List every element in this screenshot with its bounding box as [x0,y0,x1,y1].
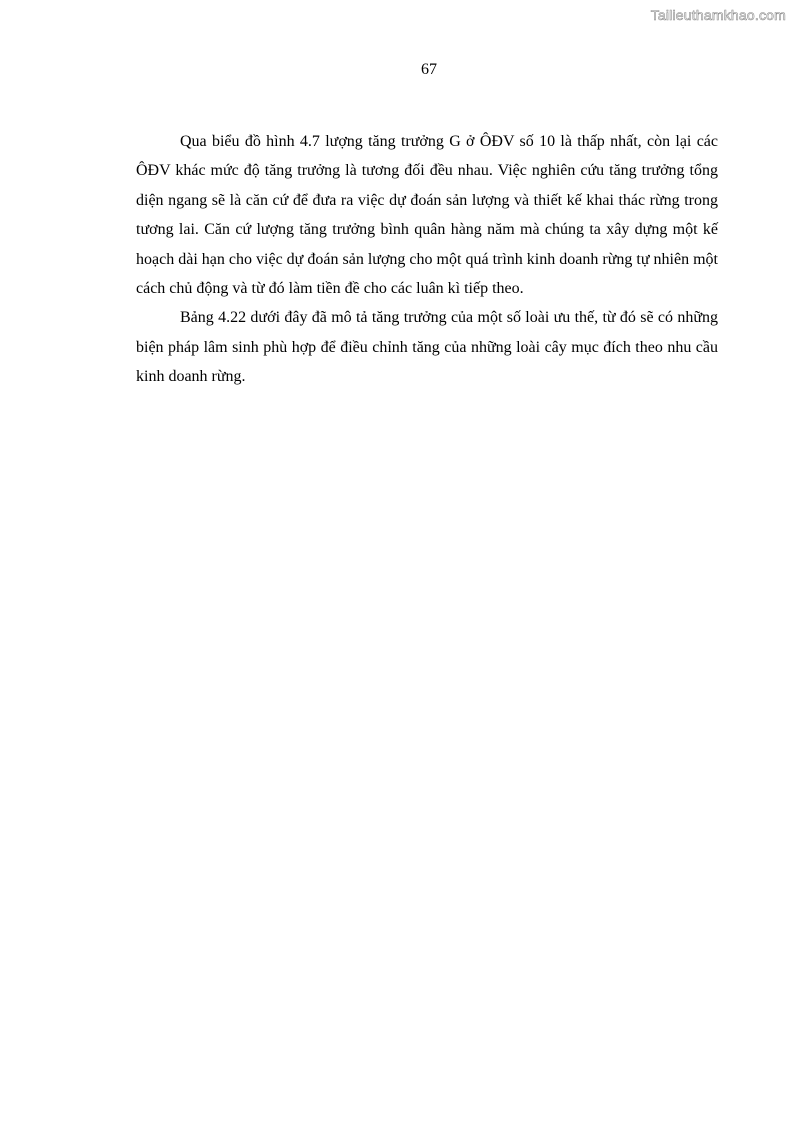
document-body [136,127,718,392]
paragraph-table-intro: Bảng 4.22 dưới đây đã mô tả tăng trưởng của một số loài ưu thế, từ đó sẽ có những biện pháp lâm sinh phù hợp để điều chỉnh tăng của những loài cây mục đích theo nhu cầu kinh doanh rừng. [136,309,718,386]
page-number: 67 [421,61,437,78]
watermark: Tailieuthamkhao.com [650,7,786,23]
paragraph-growth-analysis: Qua biểu đồ hình 4.7 lượng tăng trưởng G ở ÔĐV số 10 là thấp nhất, còn lại các ÔĐV khác mức độ tăng trưởng là tương đối đều nhau. Việc nghiên cứu tăng trưởng tổng diện ngang sẽ là căn cứ để đưa ra việc dự đoán sản lượng và thiết kế khai thác rừng trong tương lai. Căn cứ lượng tăng trưởng bình quân hàng năm mà chúng ta xây dựng một kế hoạch dài hạn cho việc dự đoán sản lượng cho một quá trình kinh doanh rừng tự nhiên một cách chủ động và từ đó làm tiền đề cho các luân kì tiếp theo. [136,133,718,298]
